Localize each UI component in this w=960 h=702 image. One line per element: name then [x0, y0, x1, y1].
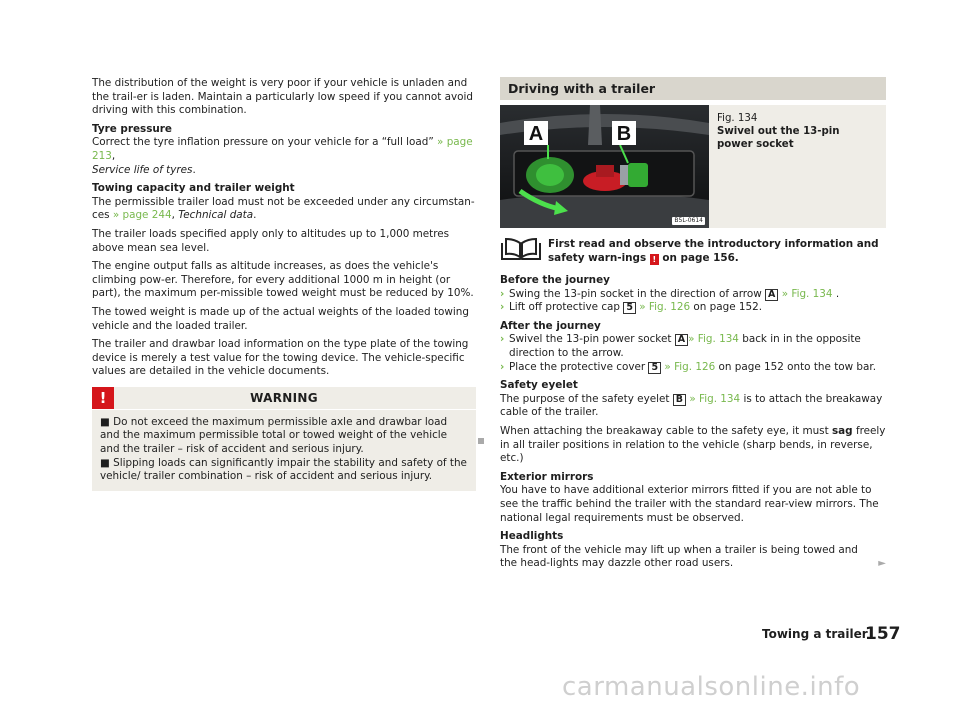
warning-icon: ! [92, 387, 114, 409]
technical-data-ref: Technical data [178, 209, 254, 222]
figure-caption [717, 112, 867, 151]
right-column [500, 77, 886, 576]
safety-eyelet-heading: Safety eyelet [500, 379, 578, 392]
warning-item: ■ Do not exceed the maximum permissible axle and drawbar load and the maximum permissible total or towed weight of the vehicle and the trailer – risk of accident and serious injury. [100, 415, 448, 456]
type-plate-paragraph: The trailer and drawbar load information on the type plate of the towing device is merely a test value for the towing device. The vehicle-specific values are detailed in the vehicle documents. [92, 338, 469, 378]
fig-134-link[interactable]: » Fig. 134 [781, 287, 833, 300]
page-213-link[interactable]: » page 213 [92, 136, 473, 162]
trailer-socket-photo [500, 105, 709, 228]
service-life-ref: Service life of tyres [92, 163, 193, 176]
chevron-right-icon: › [500, 287, 505, 300]
figure-code: B5L-0614 [674, 217, 703, 224]
section-end-square-icon [478, 438, 484, 444]
towed-weight-paragraph: The towed weight is made up of the actual weights of the loaded towing vehicle and the loaded trailer. [92, 305, 469, 332]
tyre-pressure-paragraph: Correct the tyre inflation pressure on your vehicle for a “full load” » page 213, Service life of tyres. [92, 136, 473, 176]
page-number: 157 [865, 624, 901, 644]
label-a: A [528, 123, 544, 145]
chapter-title: Towing a trailer [762, 627, 868, 641]
warning-header [92, 387, 476, 410]
breakaway-cable-paragraph: When attaching the breakaway cable to the safety eye, it must sag freely in all trailer positions in relation to the vehicle (sharp bends, in reverse, etc.) [500, 424, 886, 465]
headlights-paragraph: The front of the vehicle may lift up when a trailer is being towed and the head-lights may dazzle other road users. ► [500, 543, 886, 570]
chevron-right-icon: › [500, 360, 505, 373]
chevron-right-icon: › [500, 333, 505, 346]
fig-126-link[interactable]: » Fig. 126 [639, 301, 691, 314]
label-b: B [616, 123, 632, 145]
fig-134-link[interactable]: » Fig. 134 [688, 333, 739, 346]
callout-a: A [675, 334, 688, 346]
socket-illustration [500, 105, 709, 228]
exterior-mirrors-heading: Exterior mirrors [500, 470, 594, 483]
towing-capacity-paragraph: The permissible trailer load must not be exceeded under any circumstan-ces » page 244, Technical data. [92, 195, 475, 222]
exterior-mirrors-paragraph: You have to have additional exterior mirrors fitted if you are not able to see the traffic behind the trailer with the standard rear-view mirrors. The national legal requirements must be observed. [500, 484, 879, 524]
continue-arrow-icon: ► [878, 558, 886, 570]
fig-134-link[interactable]: » Fig. 134 [689, 392, 741, 405]
figure-134 [500, 105, 886, 228]
headlights-heading: Headlights [500, 530, 564, 543]
section-title: Driving with a trailer [500, 77, 886, 100]
figure-caption-text: Swivel out the 13-pin power socket [717, 126, 840, 150]
callout-5: 5 [648, 362, 661, 374]
warning-body [92, 410, 476, 491]
left-column [92, 77, 476, 491]
warning-box [92, 387, 476, 491]
warning-icon: ! [650, 254, 659, 265]
callout-b: B [673, 394, 686, 406]
list-item: › Swing the 13-pin socket in the direction of arrow A » Fig. 134 . [500, 287, 840, 300]
engine-output-paragraph: The engine output falls as altitude increases, as does the vehicle's climbing pow-er. Therefore, for every additional 1000 m in height (or part), the maximum per-missible towed weight must be reduced by 10%. [92, 260, 474, 300]
tyre-pressure-heading: Tyre pressure [92, 122, 172, 135]
callout-a: A [765, 289, 778, 301]
after-journey-heading: After the journey [500, 319, 601, 332]
callout-5: 5 [623, 302, 636, 314]
before-journey-heading: Before the journey [500, 274, 610, 286]
altitude-paragraph: The trailer loads specified apply only to altitudes up to 1,000 metres above mean sea level. [92, 227, 450, 254]
list-item: › Place the protective cover 5 » Fig. 126 on page 152 onto the tow bar. [500, 360, 877, 373]
list-item: › Swivel the 13-pin power socket A » Fig. 134 back in in the opposite direction to the arrow. [500, 333, 861, 359]
chevron-right-icon: › [500, 301, 505, 314]
intro-note: First read and observe the introductory information and safety warn-ings ! on page 156. [500, 238, 886, 266]
list-item: › Lift off protective cap 5 » Fig. 126 on page 152. [500, 301, 763, 314]
watermark: carmanualsonline.info [562, 672, 861, 702]
intro-paragraph: The distribution of the weight is very poor if your vehicle is unladen and the trail-er is laden. Maintain a particularly low speed if you cannot avoid driving with this combination. [92, 77, 473, 117]
book-icon [500, 237, 542, 261]
figure-number: Fig. 134 [717, 113, 758, 124]
safety-eyelet-paragraph: The purpose of the safety eyelet B » Fig. 134 is to attach the breakaway cable of the trailer. [500, 392, 883, 419]
towing-capacity-heading: Towing capacity and trailer weight [92, 182, 295, 195]
page-244-link[interactable]: » page 244 [112, 209, 172, 222]
fig-126-link[interactable]: » Fig. 126 [664, 360, 716, 373]
warning-title: WARNING [250, 390, 318, 405]
warning-item: ■ Slipping loads can significantly impair the stability and safety of the vehicle/ trailer combination – risk of accident and serious injury. [100, 456, 467, 483]
